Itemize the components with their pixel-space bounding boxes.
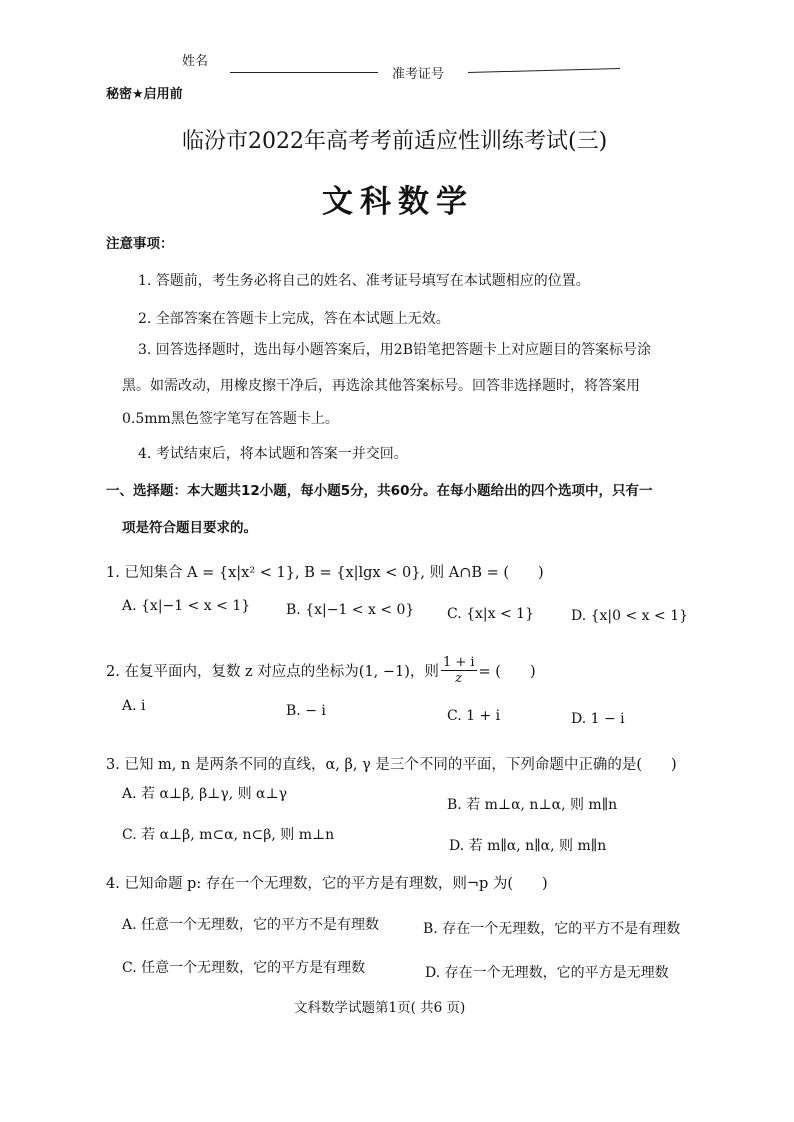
name-label: 姓名 xyxy=(182,54,209,69)
section-heading: 一、选择题：本大题共12小题，每小题5分，共60分。在每小题给出的四个选项中，只有一 xyxy=(106,483,653,499)
question-4-stem: 4. 已知命题 p: 存在一个无理数，它的平方是有理数，则¬p 为( ) xyxy=(106,876,548,892)
question-3-option-d: D. 若 m∥α, n∥α, 则 m∥n xyxy=(449,838,607,854)
question-1-option-d: D. {x|0 < x < 1} xyxy=(571,608,689,624)
question-4-option-c: C. 任意一个无理数，它的平方是有理数 xyxy=(122,960,366,976)
question-3-option-a: A. 若 α⊥β, β⊥γ, 则 α⊥γ xyxy=(122,786,288,802)
notice-item: 3. 回答选择题时，选出每小题答案后，用2B铅笔把答题卡上对应题目的答案标号涂 xyxy=(138,342,652,358)
question-2-option-c: C. 1 + i xyxy=(447,708,501,724)
exam-title: 临汾市2022年高考考前适应性训练考试(三) xyxy=(182,129,608,154)
question-2-fraction xyxy=(441,655,477,686)
question-4-option-d: D. 存在一个无理数，它的平方是无理数 xyxy=(425,965,669,981)
question-2-option-a: A. i xyxy=(122,698,146,714)
question-2-stem-suffix: = ( ) xyxy=(478,664,536,680)
question-1-option-c: C. {x|x < 1} xyxy=(447,606,534,622)
secret-label: 秘密★启用前 xyxy=(106,87,183,102)
page-footer: 文科数学试题第1页( 共6 页) xyxy=(294,1000,466,1016)
exam-id-underline xyxy=(468,68,620,73)
notice-item: 0.5mm黑色签字笔写在答题卡上。 xyxy=(122,411,339,427)
question-1-option-b: B. {x|−1 < x < 0} xyxy=(286,602,415,618)
question-4-option-b: B. 存在一个无理数，它的平方不是有理数 xyxy=(423,921,681,937)
name-underline xyxy=(230,72,378,73)
question-3-stem: 3. 已知 m, n 是两条不同的直线，α, β, γ 是三个不同的平面，下列命题中正确的是( ) xyxy=(106,757,677,773)
question-2-option-b: B. − i xyxy=(286,703,326,719)
question-2-stem xyxy=(106,655,536,686)
notice-item: 4. 考试结束后，将本试题和答案一并交回。 xyxy=(138,446,408,462)
subject-title: 文科数学 xyxy=(322,184,474,220)
exam-id-label: 准考证号 xyxy=(392,67,445,82)
notice-item: 2. 全部答案在答题卡上完成，答在本试题上无效。 xyxy=(138,311,450,327)
fraction-numerator: 1 + i xyxy=(442,655,475,670)
section-heading-cont: 项是符合题目要求的。 xyxy=(122,520,257,536)
question-3-option-c: C. 若 α⊥β, m⊂α, n⊂β, 则 m⊥n xyxy=(122,827,335,843)
question-3-option-b: B. 若 m⊥α, n⊥α, 则 m∥n xyxy=(447,797,618,813)
question-2-option-d: D. 1 − i xyxy=(571,711,625,727)
question-2-stem-prefix: 2. 在复平面内，复数 z 对应点的坐标为(1, −1)，则 xyxy=(106,664,439,680)
notice-item: 1. 答题前，考生务必将自己的姓名、准考证号填写在本试题相应的位置。 xyxy=(138,273,590,289)
fraction-denominator: z xyxy=(455,671,463,686)
question-1-option-a: A. {x|−1 < x < 1} xyxy=(122,598,251,614)
notice-heading: 注意事项： xyxy=(106,236,174,252)
question-1-stem: 1. 已知集合 A = {x|x² < 1}, B = {x|lgx < 0}, 则 A∩B = ( ) xyxy=(106,565,544,581)
notice-item: 黑。如需改动，用橡皮擦干净后，再选涂其他答案标号。回答非选择题时，将答案用 xyxy=(122,378,640,394)
question-4-option-a: A. 任意一个无理数，它的平方不是有理数 xyxy=(122,917,380,933)
